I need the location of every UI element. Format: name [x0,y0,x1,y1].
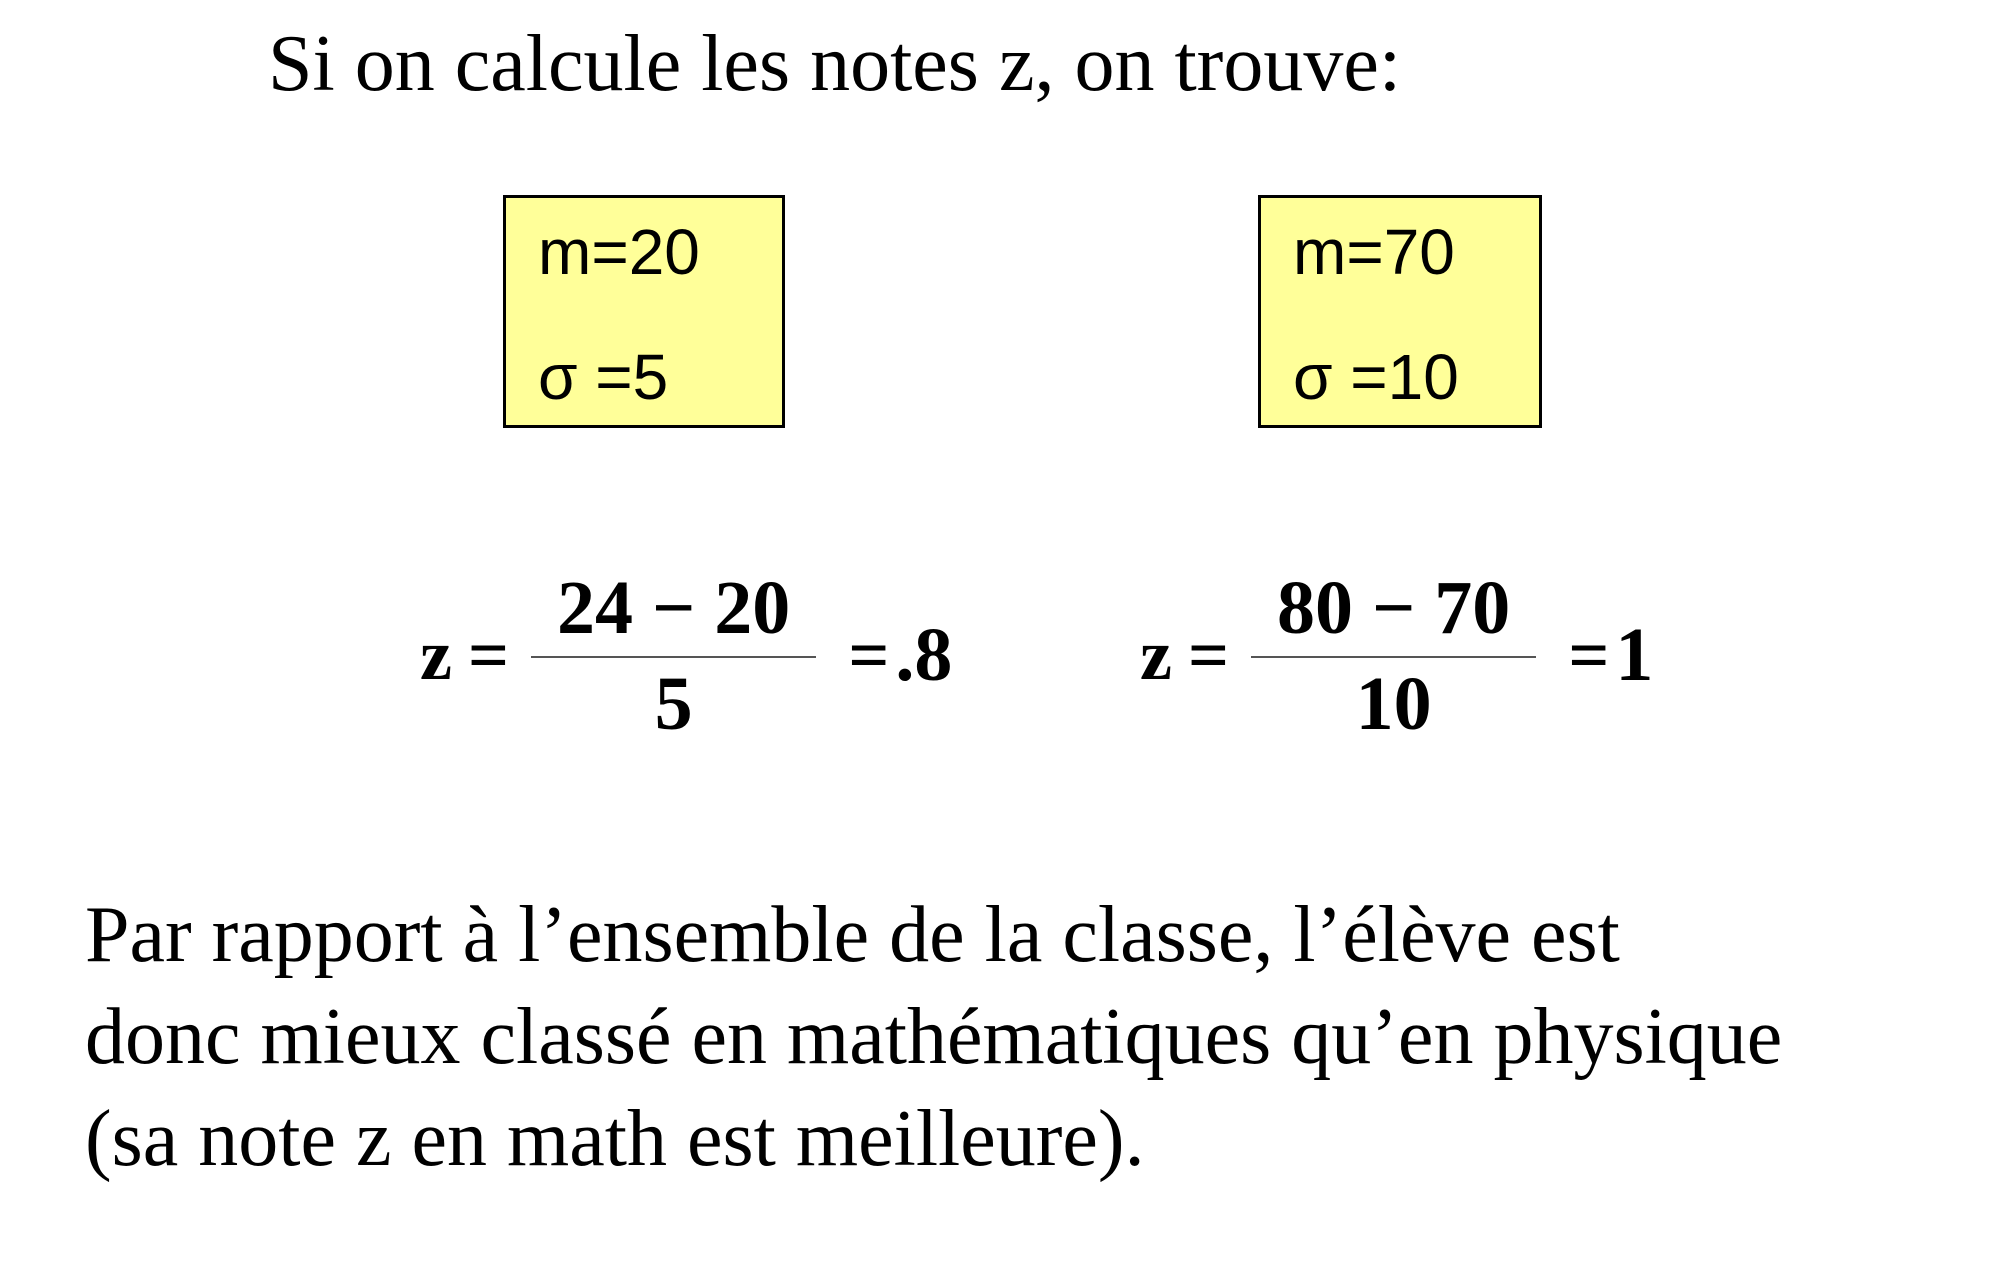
formula-result: 1 [1615,613,1654,697]
conclusion-paragraph [85,884,1975,1190]
fraction-numerator: 24 − 20 [531,570,816,658]
paragraph-line-3: (sa note z en math est meilleure). [85,1095,1145,1183]
stats-box-left-mean: m=20 [538,216,700,288]
formula-equals: = [467,615,509,695]
stats-box-right [1258,195,1542,428]
formula-result: .8 [895,613,953,697]
stats-box-left-sigma: σ =5 [538,341,669,413]
formula-variable: z [1140,615,1172,695]
stats-box-left [503,195,785,428]
formula-fraction [1251,565,1536,746]
stats-box-right-sigma: σ =10 [1293,341,1459,413]
paragraph-line-1: Par rapport à l’ensemble de la classe, l’élève est [85,891,1620,979]
fraction-denominator: 5 [654,661,693,746]
fraction-denominator: 10 [1355,661,1432,746]
paragraph-line-2: donc mieux classé en mathématiques qu’en physique [85,993,1783,1081]
formula-result-equals: = [1568,615,1610,695]
formula-fraction [531,565,816,746]
formula-result-equals: = [848,615,890,695]
fraction-numerator: 80 − 70 [1251,570,1536,658]
z-score-formula-math [420,548,952,763]
z-score-formula-physics [1140,548,1653,763]
formula-equals: = [1187,615,1229,695]
stats-box-right-mean: m=70 [1293,216,1455,288]
formula-variable: z [420,615,452,695]
slide-title: Si on calcule les notes z, on trouve: [268,20,1402,108]
